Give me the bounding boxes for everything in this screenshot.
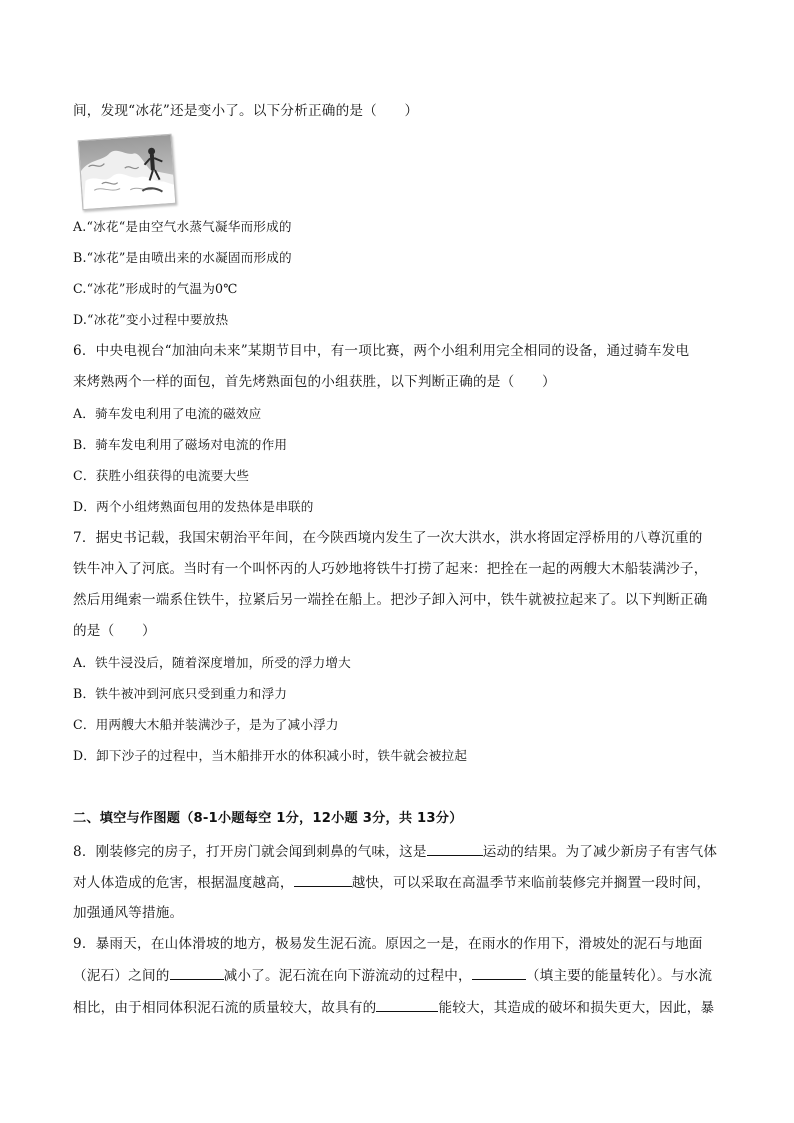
q7-option-b: B．铁牛被冲到河底只受到重力和浮力 [73,686,288,701]
q6-stem-line2: 来烤熟两个一样的面包，首先烤熟面包的小组获胜，以下判断正确的是（ ） [73,374,556,390]
q7-option-c: C．用两艘大木船并装满沙子，是为了减小浮力 [73,717,339,732]
ice-flower-image [79,135,176,209]
q8-text-1a: 8．刚装修完的房子，打开房门就会闻到刺鼻的气味，这是 [73,844,427,860]
q9-text-2c: （填主要的能量转化）。与水流 [525,968,713,984]
ice-flower-photo [78,134,177,210]
q8-line1 [73,841,733,862]
q9-text-2b: 减小了。泥石流在向下游流动的过程中， [223,968,472,984]
q9-blank-1[interactable] [170,965,224,980]
q9-text-3a: 相比，由于相同体积泥石流的质量较大，故具有的 [73,1000,377,1016]
q5-stem-tail: 间，发现“冰花”还是变小了。以下分析正确的是（ ） [73,103,419,119]
q9-blank-2[interactable] [472,965,526,980]
q8-text-1b: 运动的结果。为了减少新房子有害气体 [482,844,718,860]
q9-line3 [73,997,733,1018]
q6-option-b: B．骑车发电利用了磁场对电流的作用 [73,437,288,452]
q7-stem-line2: 铁牛冲入了河底。当时有一个叫怀丙的人巧妙地将铁牛打捞了起来：把拴在一起的两艘大木船装满沙子， [73,561,708,577]
q5-option-c: C.“冰花”形成时的气温为0℃ [73,281,238,296]
q9-line1: 9．暴雨天，在山体滑坡的地方，极易发生泥石流。原因之一是，在雨水的作用下，滑坡处的泥石与地面 [73,936,703,952]
q5-option-a: A.“冰花“是由空气水蒸气凝华而形成的 [73,219,292,234]
q6-option-a: A．骑车发电利用了电流的磁效应 [73,406,262,421]
q6-stem-line1: 6．中央电视台“加油向未来”某期节目中，有一项比赛，两个小组利用完全相同的设备，通过骑车发电 [73,343,690,359]
q5-option-b: B.“冰花”是由喷出来的水凝固而形成的 [73,250,292,265]
section2-title: 二、填空与作图题（8-1小题每空 1分，12小题 3分，共 13分） [73,811,463,826]
q8-text-2a: 对人体造成的危害，根据温度越高， [73,875,294,891]
q6-option-d: D．两个小组烤熟面包用的发热体是串联的 [73,499,314,514]
q8-text-2b: 越快，可以采取在高温季节来临前装修完并搁置一段时间， [351,875,711,891]
q9-text-2a: （泥石）之间的 [73,968,170,984]
q8-line3: 加强通风等措施。 [73,905,184,921]
q8-blank-2[interactable] [294,872,352,887]
q8-line2 [73,872,733,893]
q7-stem-line4: 的是（ ） [73,623,156,639]
q7-option-d: D．卸下沙子的过程中，当木船排开水的体积减小时，铁牛就会被拉起 [73,748,468,763]
q5-option-d: D.“冰花”变小过程中要放热 [73,312,229,327]
q9-line2 [73,965,733,986]
q7-stem-line3: 然后用绳索一端系住铁牛，拉紧后另一端拴在船上。把沙子卸入河中，铁牛就被拉起来了。以下判断正确 [73,592,708,608]
q9-text-3b: 能较大，其造成的破坏和损失更大，因此，暴 [438,1000,715,1016]
q9-blank-3[interactable] [376,997,438,1012]
q6-option-c: C．获胜小组获得的电流要大些 [73,468,250,483]
q7-option-a: A．铁牛浸没后，随着深度增加，所受的浮力增大 [73,655,351,670]
q7-stem-line1: 7．据史书记载，我国宋朝治平年间，在今陕西境内发生了一次大洪水，洪水将固定浮桥用的八尊沉重的 [73,530,703,546]
q8-blank-1[interactable] [427,841,483,856]
